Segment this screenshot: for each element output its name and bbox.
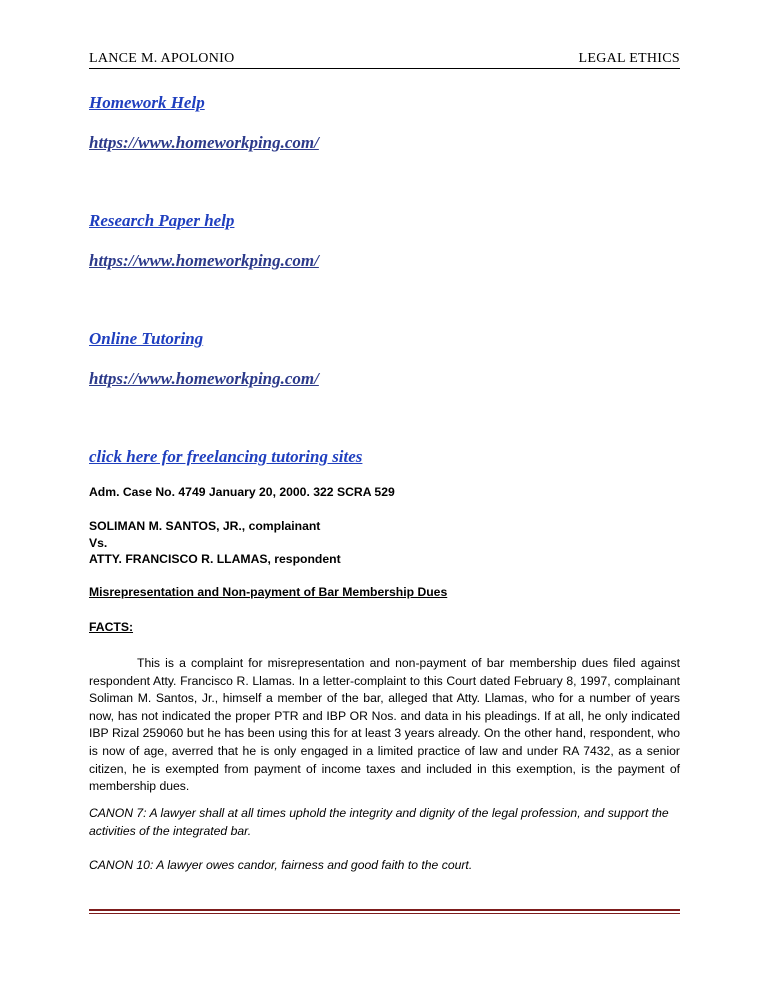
page-header	[89, 45, 680, 67]
canon-10: CANON 10: A lawyer owes candor, fairness and good faith to the court.	[89, 858, 473, 872]
online-tutoring-url[interactable]: https://www.homeworkping.com/	[89, 369, 319, 388]
header-divider	[89, 68, 680, 69]
research-paper-help-url[interactable]: https://www.homeworkping.com/	[89, 251, 319, 270]
homework-help-link[interactable]: Homework Help	[89, 93, 205, 112]
homework-help-url[interactable]: https://www.homeworkping.com/	[89, 133, 319, 152]
header-author: LANCE M. APOLONIO	[89, 51, 235, 66]
research-paper-help-link[interactable]: Research Paper help	[89, 211, 235, 230]
footer-divider-thick	[89, 909, 680, 911]
facts-heading: FACTS:	[89, 620, 134, 634]
canon-7: CANON 7: A lawyer shall at all times uphold the integrity and dignity of the legal profession, and support the activities of the integrated bar.	[89, 806, 669, 838]
facts-paragraph	[89, 655, 680, 796]
case-topic: Misrepresentation and Non-payment of Bar Membership Dues	[89, 585, 448, 599]
respondent-line: ATTY. FRANCISCO R. LLAMAS, respondent	[89, 552, 341, 566]
case-citation: Adm. Case No. 4749 January 20, 2000. 322 SCRA 529	[89, 485, 395, 499]
footer-divider-thin	[89, 913, 680, 914]
header-subject: LEGAL ETHICS	[578, 51, 680, 66]
freelancing-tutoring-link[interactable]: click here for freelancing tutoring sites	[89, 447, 363, 466]
online-tutoring-link[interactable]: Online Tutoring	[89, 329, 204, 348]
versus-line: Vs.	[89, 536, 108, 550]
facts-text: This is a complaint for misrepresentation and non-payment of bar membership dues filed against respondent Atty. Francisco R. Llamas. In a letter-complaint to this Court dated February 8, 1997, complainant Soliman M. Santos, Jr., himself a member of the bar, alleged that Atty. Llamas, who for a number of years now, has not indicated the proper PTR and IBP OR Nos. and data in his pleadings. If at all, he only indicated IBP Rizal 259060 but he has been using this for at least 3 years already. On the other hand, respondent, who is now of age, averred that he is only engaged in a limited practice of law and under RA 7432, as a senior citizen, he is exempted from payment of income taxes and included in this exemption, is the payment of membership dues.	[89, 656, 680, 794]
complainant-line: SOLIMAN M. SANTOS, JR., complainant	[89, 519, 321, 533]
